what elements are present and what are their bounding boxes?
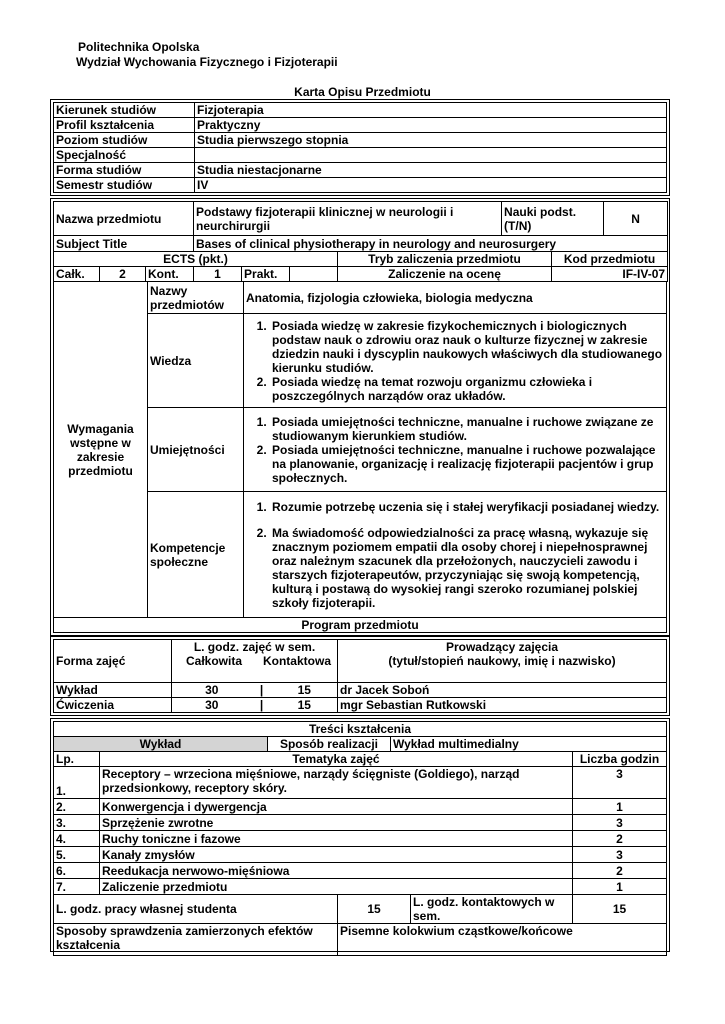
study-label: Forma studiów xyxy=(54,163,195,178)
topic-number: 2. xyxy=(54,799,100,815)
lecturer-label: Prowadzący zajęcia xyxy=(338,640,667,655)
topic-text: Receptory – wrzeciona mięśniowe, narządy ścięgniste (Goldiego), narząd przedsionkowy, receptory skóry. xyxy=(100,767,573,799)
course-name-label: Nazwa przedmiotu xyxy=(54,202,194,236)
competences-list xyxy=(246,500,664,610)
class-type-label: Wykład xyxy=(54,737,268,752)
study-value: Praktyczny xyxy=(195,118,667,133)
mode-label: Tryb zaliczenia przedmiotu xyxy=(338,252,552,267)
class-form: Ćwiczenia xyxy=(54,697,172,712)
total-hours-label: Całkowita xyxy=(186,654,243,668)
topic-hours: 2 xyxy=(573,831,667,847)
content-table xyxy=(53,721,667,956)
topic-text: Zaliczenie przedmiotu xyxy=(100,879,573,895)
topic-row xyxy=(54,847,667,863)
skills-label: Umiejętności xyxy=(148,408,244,492)
skill-item: 1. Posiada umiejętności techniczne, manualne i ruchowe związane ze studiowanym kierunkiem studiów. xyxy=(270,415,664,443)
topic-number: 6. xyxy=(54,863,100,879)
program-frame xyxy=(50,636,670,716)
program-row xyxy=(54,682,667,697)
study-row xyxy=(54,103,667,118)
total-hours: 30 xyxy=(172,682,252,697)
own-work-value: 15 xyxy=(338,895,411,924)
study-value: Studia niestacjonarne xyxy=(195,163,667,178)
hours-separator: | xyxy=(252,697,272,712)
ects-total-label: Całk. xyxy=(54,267,100,282)
contact-hours: 15 xyxy=(272,697,338,712)
study-label: Semestr studiów xyxy=(54,178,195,193)
lecturer: dr Jacek Soboń xyxy=(338,682,667,697)
topic-text: Ruchy toniczne i fazowe xyxy=(100,831,573,847)
study-label: Specjalność xyxy=(54,148,195,163)
study-row xyxy=(54,148,667,163)
study-row xyxy=(54,133,667,148)
course-table xyxy=(53,201,668,282)
program-table xyxy=(53,639,667,713)
study-value: Fizjoterapia xyxy=(195,103,667,118)
topic-number: 1. xyxy=(54,767,100,799)
knowledge-list xyxy=(246,319,664,403)
university-name: Politechnika Opolska xyxy=(78,40,200,54)
topic-text: Reedukacja nerwowo-mięśniowa xyxy=(100,863,573,879)
study-row xyxy=(54,178,667,193)
knowledge-item: 1. Posiada wiedzę w zakresie fizykochemicznych i biologicznych podstaw nauk o zdrowiu oraz nauk o kulturze fizycznej w zakresie dziedzin nauki i dyscyplin naukowych właściwych dla studiowanego kierunku studiów. xyxy=(270,319,664,375)
topic-hours: 2 xyxy=(573,863,667,879)
topic-hours: 3 xyxy=(573,767,667,799)
prereq-title: Wymagania wstępne w zakresie przedmiotu xyxy=(54,282,148,618)
topic-row xyxy=(54,799,667,815)
skills-list xyxy=(246,415,664,485)
topic-row xyxy=(54,863,667,879)
topic-hours: 1 xyxy=(573,799,667,815)
mode-value: Zaliczenie na ocenę xyxy=(338,267,552,282)
competences-label: Kompetencje społeczne xyxy=(148,492,244,618)
study-label: Kierunek studiów xyxy=(54,103,195,118)
prereq-names-label: Nazwy przedmiotów xyxy=(148,282,244,314)
basic-sciences-value: N xyxy=(604,202,668,236)
topic-number: 3. xyxy=(54,815,100,831)
code-value: IF-IV-07 xyxy=(552,267,668,282)
class-form: Wykład xyxy=(54,682,172,697)
topic-hours: 3 xyxy=(573,815,667,831)
content-frame xyxy=(50,718,670,952)
lecturer: mgr Sebastian Rutkowski xyxy=(338,697,667,712)
method-label: Sposób realizacji xyxy=(268,737,391,752)
course-name-value: Podstawy fizjoterapii klinicznej w neurologii i neurchirurgii xyxy=(194,202,502,236)
topic-hours: 3 xyxy=(573,847,667,863)
own-work-label: L. godz. pracy własnej studenta xyxy=(54,895,338,924)
topic-number: 4. xyxy=(54,831,100,847)
competence-item: 2. Ma świadomość odpowiedzialności za pracę własną, wykazuje się znacznym poziomem empatii dla osoby chorej i niepełnosprawnej oraz należnym szacunek dla przełożonych, nauczycieli zawodu i starszych fizjoterapeutów, przyczyniając się swoją kompetencją, kulturą i postawą do wysokiej rangi szeroko rozumianej polskiej szkoły fizjoterapii. xyxy=(270,526,664,610)
topic-number: 5. xyxy=(54,847,100,863)
study-value xyxy=(195,148,667,163)
code-label: Kod przedmiotu xyxy=(552,252,668,267)
prerequisites-table xyxy=(53,281,667,633)
contact-value: 15 xyxy=(573,895,667,924)
study-row xyxy=(54,163,667,178)
topic-text: Kanały zmysłów xyxy=(100,847,573,863)
topic-row xyxy=(54,831,667,847)
topic-label: Tematyka zajęć xyxy=(100,752,573,767)
content-title: Treści kształcenia xyxy=(54,722,667,737)
study-value: Studia pierwszego stopnia xyxy=(195,133,667,148)
verify-value: Pisemne kolokwium cząstkowe/końcowe xyxy=(338,924,667,956)
contact-label: L. godz. kontaktowych w sem. xyxy=(411,895,573,924)
topic-text: Konwergencja i dywergencja xyxy=(100,799,573,815)
study-info-table xyxy=(53,102,667,193)
verify-label: Sposoby sprawdzenia zamierzonych efektów kształcenia xyxy=(54,924,338,956)
hours-sublabels xyxy=(172,654,338,682)
basic-sciences-label: Nauki podst. (T/N) xyxy=(502,202,604,236)
ects-total-value: 2 xyxy=(100,267,146,282)
ects-practical-label: Prakt. xyxy=(242,267,290,282)
document-title: Karta Opisu Przedmiotu xyxy=(294,85,431,99)
study-row xyxy=(54,118,667,133)
prereq-names-value: Anatomia, fizjologia człowieka, biologia medyczna xyxy=(244,282,667,314)
competence-item: 1. Rozumie potrzebę uczenia się i stałej weryfikacji posiadanej wiedzy. xyxy=(270,500,664,514)
contact-hours-label: Kontaktowa xyxy=(262,654,331,668)
total-hours: 30 xyxy=(172,697,252,712)
hours-separator: | xyxy=(252,682,272,697)
ects-label: ECTS (pkt.) xyxy=(54,252,338,267)
contact-hours: 15 xyxy=(272,682,338,697)
study-label: Profil kształcenia xyxy=(54,118,195,133)
method-value: Wykład multimedialny xyxy=(391,737,667,752)
skill-item: 2. Posiada umiejętności techniczne, manualne i ruchowe pozwalające na planowanie, organizację i realizację fizjoterapii pacjentów i grup społecznych. xyxy=(270,443,664,485)
program-title: Program przedmiotu xyxy=(54,618,667,633)
topic-hours: 1 xyxy=(573,879,667,895)
topic-row xyxy=(54,767,667,799)
study-info-frame xyxy=(50,99,670,196)
topic-row xyxy=(54,815,667,831)
lecturer-sublabel: (tytuł/stopień naukowy, imię i nazwisko) xyxy=(338,654,667,682)
ects-practical-value xyxy=(290,267,338,282)
lp-label: Lp. xyxy=(54,752,100,767)
hours-count-label: Liczba godzin xyxy=(573,752,667,767)
knowledge-item: 2. Posiada wiedzę na temat rozwoju organizmu człowieka i poszczególnych narządów oraz układów. xyxy=(270,375,664,403)
hours-label: L. godz. zajęć w sem. xyxy=(172,640,338,655)
study-label: Poziom studiów xyxy=(54,133,195,148)
subject-title-label: Subject Title xyxy=(54,236,194,252)
knowledge-label: Wiedza xyxy=(148,314,244,408)
topic-text: Sprzężenie zwrotne xyxy=(100,815,573,831)
ects-contact-value: 1 xyxy=(194,267,242,282)
form-label: Forma zajęć xyxy=(54,640,172,683)
course-frame xyxy=(50,198,670,636)
ects-contact-label: Kont. xyxy=(146,267,194,282)
topic-row xyxy=(54,879,667,895)
study-value: IV xyxy=(195,178,667,193)
faculty-name: Wydział Wychowania Fizycznego i Fizjoterapii xyxy=(76,55,338,69)
subject-title-value: Bases of clinical physiotherapy in neurology and neurosurgery xyxy=(194,236,668,252)
topic-number: 7. xyxy=(54,879,100,895)
program-row xyxy=(54,697,667,712)
